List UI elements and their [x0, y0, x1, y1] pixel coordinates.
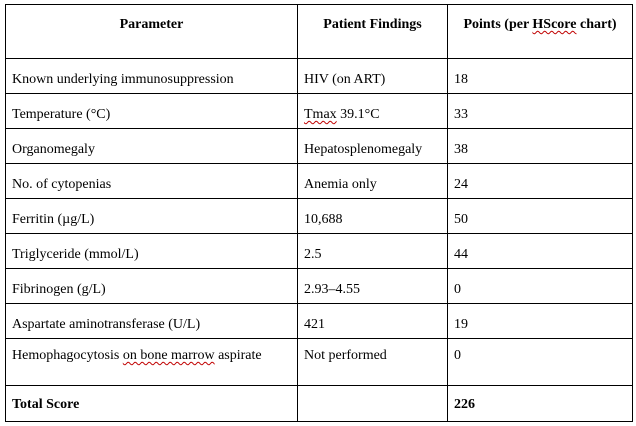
table-row — [6, 234, 633, 269]
cell-parameter: Temperature (°C) — [6, 94, 298, 129]
header-findings: Patient Findings — [298, 5, 448, 59]
total-points: 226 — [448, 386, 633, 422]
cell-points: 44 — [448, 234, 633, 269]
table-row — [6, 59, 633, 94]
cell-points: 18 — [448, 59, 633, 94]
cell-points: 33 — [448, 94, 633, 129]
header-points — [448, 5, 633, 59]
parameter-prefix: Hemophagocytosis — [12, 348, 123, 363]
cell-parameter: Organomegaly — [6, 129, 298, 164]
cell-parameter — [6, 339, 298, 386]
parameter-bone-marrow: on bone marrow — [122, 348, 215, 363]
total-label: Total Score — [6, 386, 298, 422]
cell-finding: Anemia only — [298, 164, 448, 199]
table-row — [6, 269, 633, 304]
table-row — [6, 199, 633, 234]
header-points-suffix: chart) — [576, 17, 617, 32]
cell-points: 24 — [448, 164, 633, 199]
cell-parameter: No. of cytopenias — [6, 164, 298, 199]
cell-finding: 2.5 — [298, 234, 448, 269]
total-row — [6, 386, 633, 422]
cell-parameter: Known underlying immunosuppression — [6, 59, 298, 94]
cell-finding — [298, 94, 448, 129]
table-row — [6, 164, 633, 199]
cell-points: 50 — [448, 199, 633, 234]
cell-finding: 421 — [298, 304, 448, 339]
table-row — [6, 129, 633, 164]
cell-points: 19 — [448, 304, 633, 339]
header-points-prefix: Points (per — [463, 17, 533, 32]
cell-parameter: Aspartate aminotransferase (U/L) — [6, 304, 298, 339]
cell-parameter: Fibrinogen (g/L) — [6, 269, 298, 304]
table-row — [6, 339, 633, 386]
header-parameter: Parameter — [6, 5, 298, 59]
header-row — [6, 5, 633, 59]
cell-finding: 2.93–4.55 — [298, 269, 448, 304]
cell-finding: HIV (on ART) — [298, 59, 448, 94]
finding-tmax: Tmax — [304, 107, 337, 122]
cell-finding: 10,688 — [298, 199, 448, 234]
table-row — [6, 304, 633, 339]
cell-parameter: Triglyceride (mmol/L) — [6, 234, 298, 269]
finding-temp-value: 39.1°C — [336, 107, 380, 122]
table-row — [6, 94, 633, 129]
total-finding — [298, 386, 448, 422]
cell-finding: Hepatosplenomegaly — [298, 129, 448, 164]
parameter-suffix: aspirate — [214, 348, 262, 363]
cell-parameter: Ferritin (µg/L) — [6, 199, 298, 234]
cell-points: 38 — [448, 129, 633, 164]
cell-points: 0 — [448, 339, 633, 386]
header-points-hscore: HScore — [532, 17, 577, 32]
cell-finding: Not performed — [298, 339, 448, 386]
cell-points: 0 — [448, 269, 633, 304]
hscore-table — [5, 4, 633, 422]
